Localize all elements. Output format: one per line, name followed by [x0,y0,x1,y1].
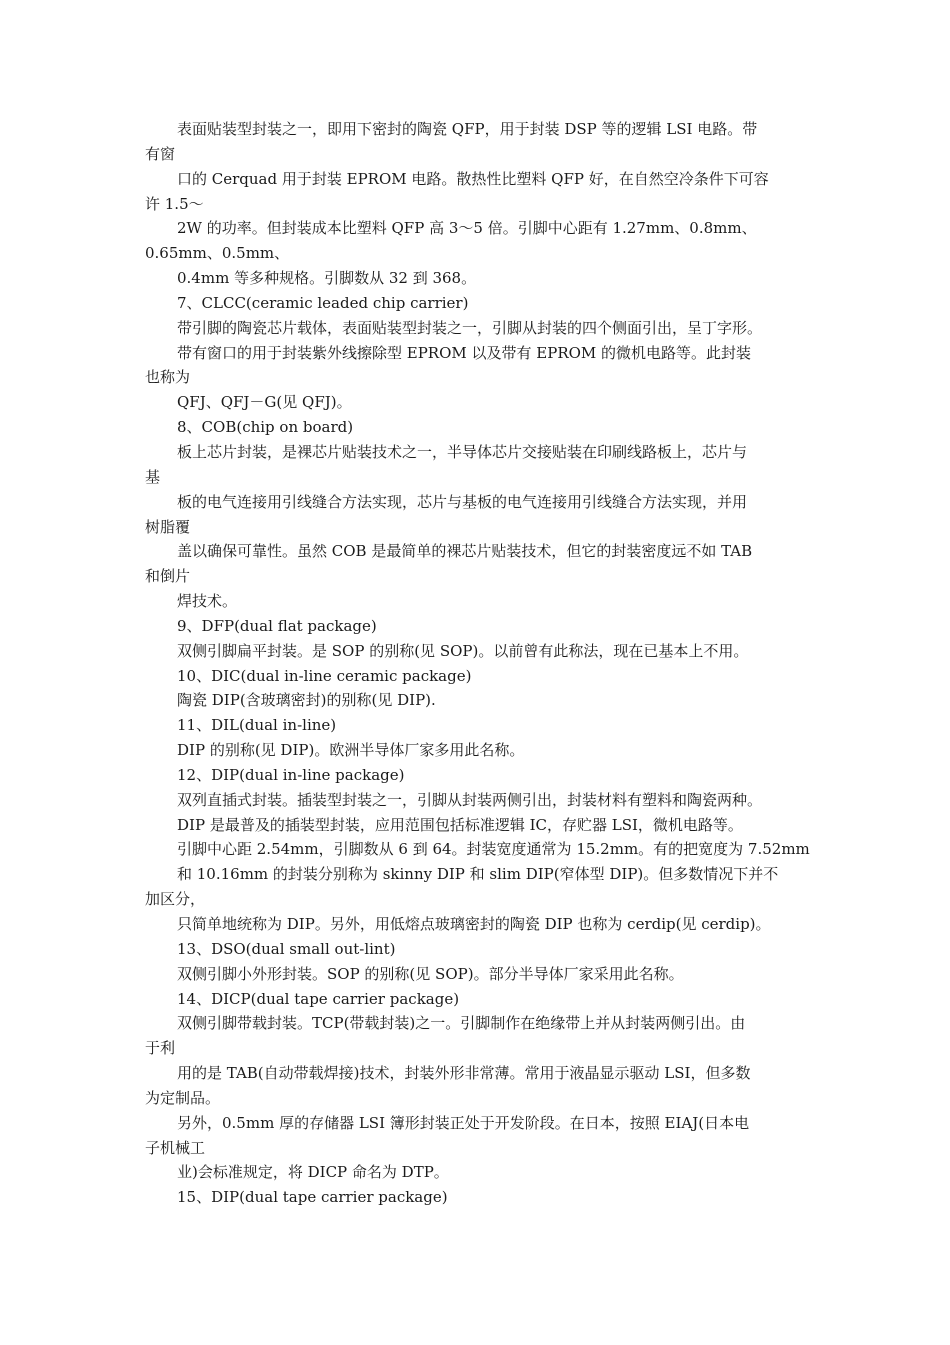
text-line: 用的是 TAB(自动带载焊接)技术，封装外形非常薄。常用于液晶显示驱动 LSI，但多数 [177,1064,751,1083]
text-line: 业)会标准规定，将 DICP 命名为 DTP。 [177,1163,449,1182]
text-line: 引脚中心距 2.54mm，引脚数从 6 到 64。封装宽度通常为 15.2mm。有的把宽度为 7.52mm [177,840,810,859]
text-line: 焊技术。 [177,592,238,611]
text-line: 也称为 [145,368,191,387]
text-line: 15、DIP(dual tape carrier package) [177,1188,448,1207]
text-line: 有窗 [145,144,176,163]
text-line: 许 1.5～ [145,194,204,213]
text-line: 8、COB(chip on board) [177,418,354,437]
text-line: 口的 Cerquad 用于封装 EPROM 电路。散热性比塑料 QFP 好，在自然空冷条件下可容 [177,169,769,188]
text-line: 子机械工 [145,1138,206,1157]
text-line: 带引脚的陶瓷芯片载体，表面贴装型封装之一，引脚从封装的四个侧面引出，呈丁字形。 [177,318,763,337]
text-line: 双侧引脚带载封装。TCP(带载封装)之一。引脚制作在绝缘带上并从封装两侧引出。由 [177,1014,746,1033]
text-line: 板上芯片封装，是裸芯片贴装技术之一，半导体芯片交接贴装在印刷线路板上，芯片与 [177,442,748,461]
text-line: 和 10.16mm 的封装分别称为 skinny DIP 和 slim DIP(窄体型 DIP)。但多数情况下并不 [177,865,779,884]
text-line: 为定制品。 [145,1088,221,1107]
text-line: 陶瓷 DIP(含玻璃密封)的别称(见 DIP). [177,691,436,710]
text-line: 盖以确保可靠性。虽然 COB 是最简单的裸芯片贴装技术，但它的封装密度远不如 TAB [177,542,753,561]
text-line: 带有窗口的用于封装紫外线擦除型 EPROM 以及带有 EPROM 的微机电路等。此封装 [177,343,752,362]
text-line: 只简单地统称为 DIP。另外，用低熔点玻璃密封的陶瓷 DIP 也称为 cerdip(见 cerdip)。 [177,915,771,933]
text-line: 0.65mm、0.5mm、 [145,244,290,263]
text-line: 双侧引脚小外形封装。SOP 的别称(见 SOP)。部分半导体厂家采用此名称。 [177,964,684,983]
text-line: 基 [145,467,161,486]
text-line: 于利 [145,1039,176,1058]
text-line: 10、DIC(dual in-line ceramic package) [177,666,472,685]
text-line: 7、CLCC(ceramic leaded chip carrier) [177,293,469,312]
text-line: 11、DIL(dual in-line) [177,716,337,735]
text-line: 9、DFP(dual flat package) [177,616,377,635]
text-line: 表面贴装型封装之一，即用下密封的陶瓷 QFP，用于封装 DSP 等的逻辑 LSI 电路。带 [177,120,758,138]
text-line: 树脂覆 [145,517,191,536]
text-line: 加区分， [145,890,206,909]
text-line: 双列直插式封装。插装型封装之一，引脚从封装两侧引出，封装材料有塑料和陶瓷两种。 [177,790,763,809]
text-line: 和倒片 [145,567,191,586]
text-line: 板的电气连接用引线缝合方法实现，芯片与基板的电气连接用引线缝合方法实现，并用 [177,492,748,511]
text-line: 2W 的功率。但封装成本比塑料 QFP 高 3～5 倍。引脚中心距有 1.27mm、0.8mm、 [177,219,757,238]
text-line: 14、DICP(dual tape carrier package) [177,989,460,1008]
text-line: 另外，0.5mm 厚的存储器 LSI 簿形封装正处于开发阶段。在日本，按照 EIAJ(日本电 [177,1113,750,1132]
text-line: 双侧引脚扁平封装。是 SOP 的别称(见 SOP)。以前曾有此称法，现在已基本上不用。 [177,641,749,660]
text-line: 13、DSO(dual small out-lint) [177,939,396,958]
document-body [145,117,810,1210]
text-line: 0.4mm 等多种规格。引脚数从 32 到 368。 [177,269,477,288]
text-line: 12、DIP(dual in-line package) [177,765,405,784]
text-line: DIP 的别称(见 DIP)。欧洲半导体厂家多用此名称。 [177,741,525,760]
text-line: DIP 是最普及的插装型封装，应用范围包括标准逻辑 IC，存贮器 LSI，微机电路等。 [177,815,743,834]
text-line: QFJ、QFJ－G(见 QFJ)。 [177,393,352,412]
